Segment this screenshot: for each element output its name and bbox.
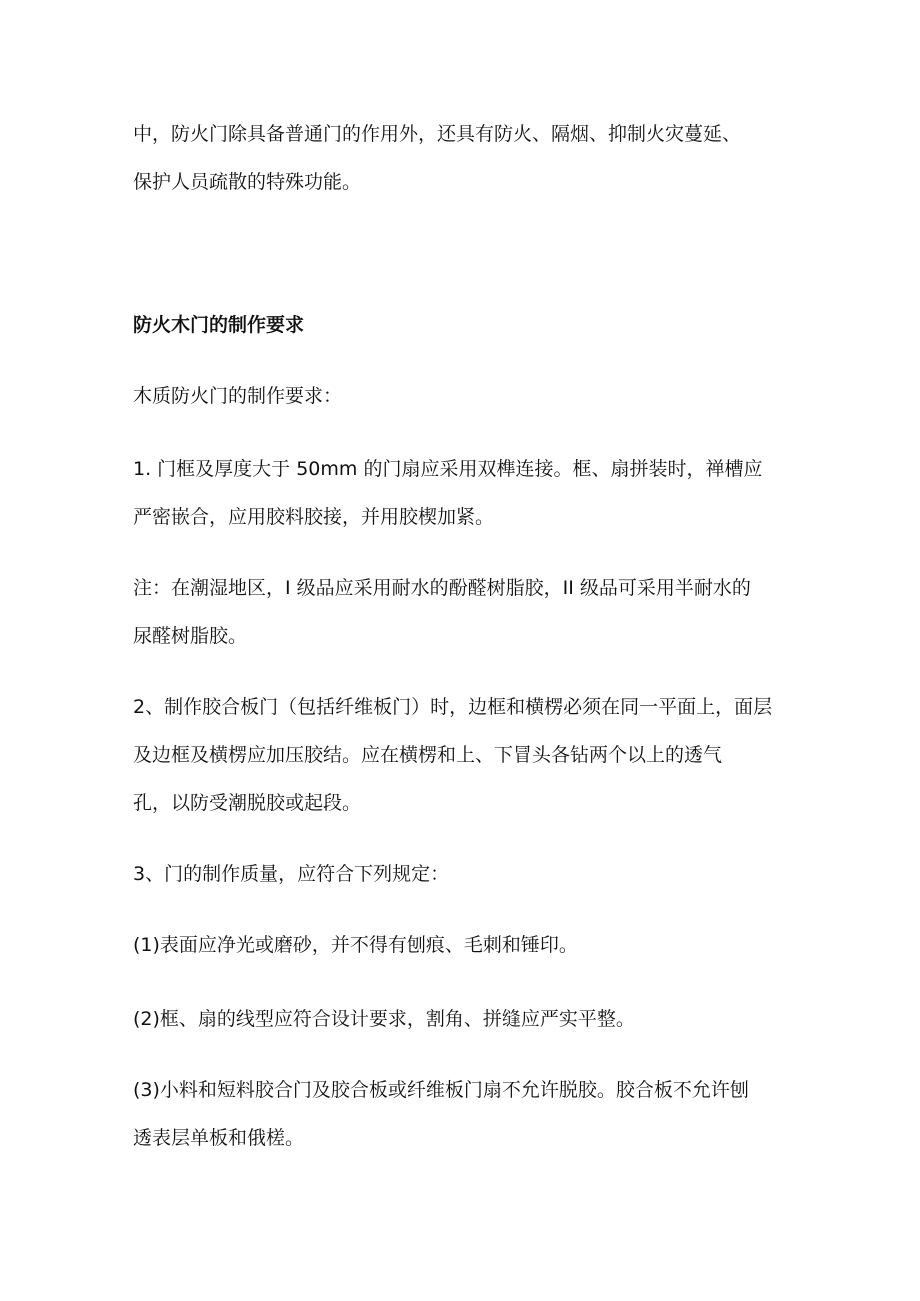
body-text-line: 严密嵌合，应用胶料胶接，并用胶楔加紧。 [133,506,495,528]
body-text-line: 2、制作胶合板门（包括纤维板门）时，边框和横楞必须在同一平面上，面层 [133,696,773,718]
note-text-line: 尿醛树脂胶。 [133,625,248,647]
body-text-line: 3、门的制作质量，应符合下列规定： [133,863,450,885]
list-item-line: 透表层单板和俄槎。 [133,1127,305,1149]
body-text-line: 木质防火门的制作要求： [133,385,343,407]
section-heading: 防火木门的制作要求 [133,314,305,336]
list-item-line: (2)框、扇的线型应符合设计要求，割角、拼缝应严实平整。 [133,1008,635,1030]
list-item-line: (1)表面应净光或磨砂，并不得有刨痕、毛刺和锤印。 [133,934,578,956]
body-text-line: 中，防火门除具备普通门的作用外，还具有防火、隔烟、抑制火灾蔓延、 [133,123,742,145]
body-text-line: 孔，以防受潮脱胶或起段。 [133,792,362,814]
body-text-line: 1. 门框及厚度大于 50mm 的门扇应采用双榫连接。框、扇拼装时，禅槽应 [133,458,763,480]
body-text-line: 及边框及横楞应加压胶结。应在横楞和上、下冒头各钻两个以上的透气 [133,744,723,766]
note-text-line: 注：在潮湿地区，I 级品应采用耐水的酚醛树脂胶，II 级品可采用半耐水的 [133,577,751,599]
list-item-line: (3)小料和短料胶合门及胶合板或纤维板门扇不允许脱胶。胶合板不允许刨 [133,1079,749,1101]
body-text-line: 保护人员疏散的特殊功能。 [133,171,362,193]
